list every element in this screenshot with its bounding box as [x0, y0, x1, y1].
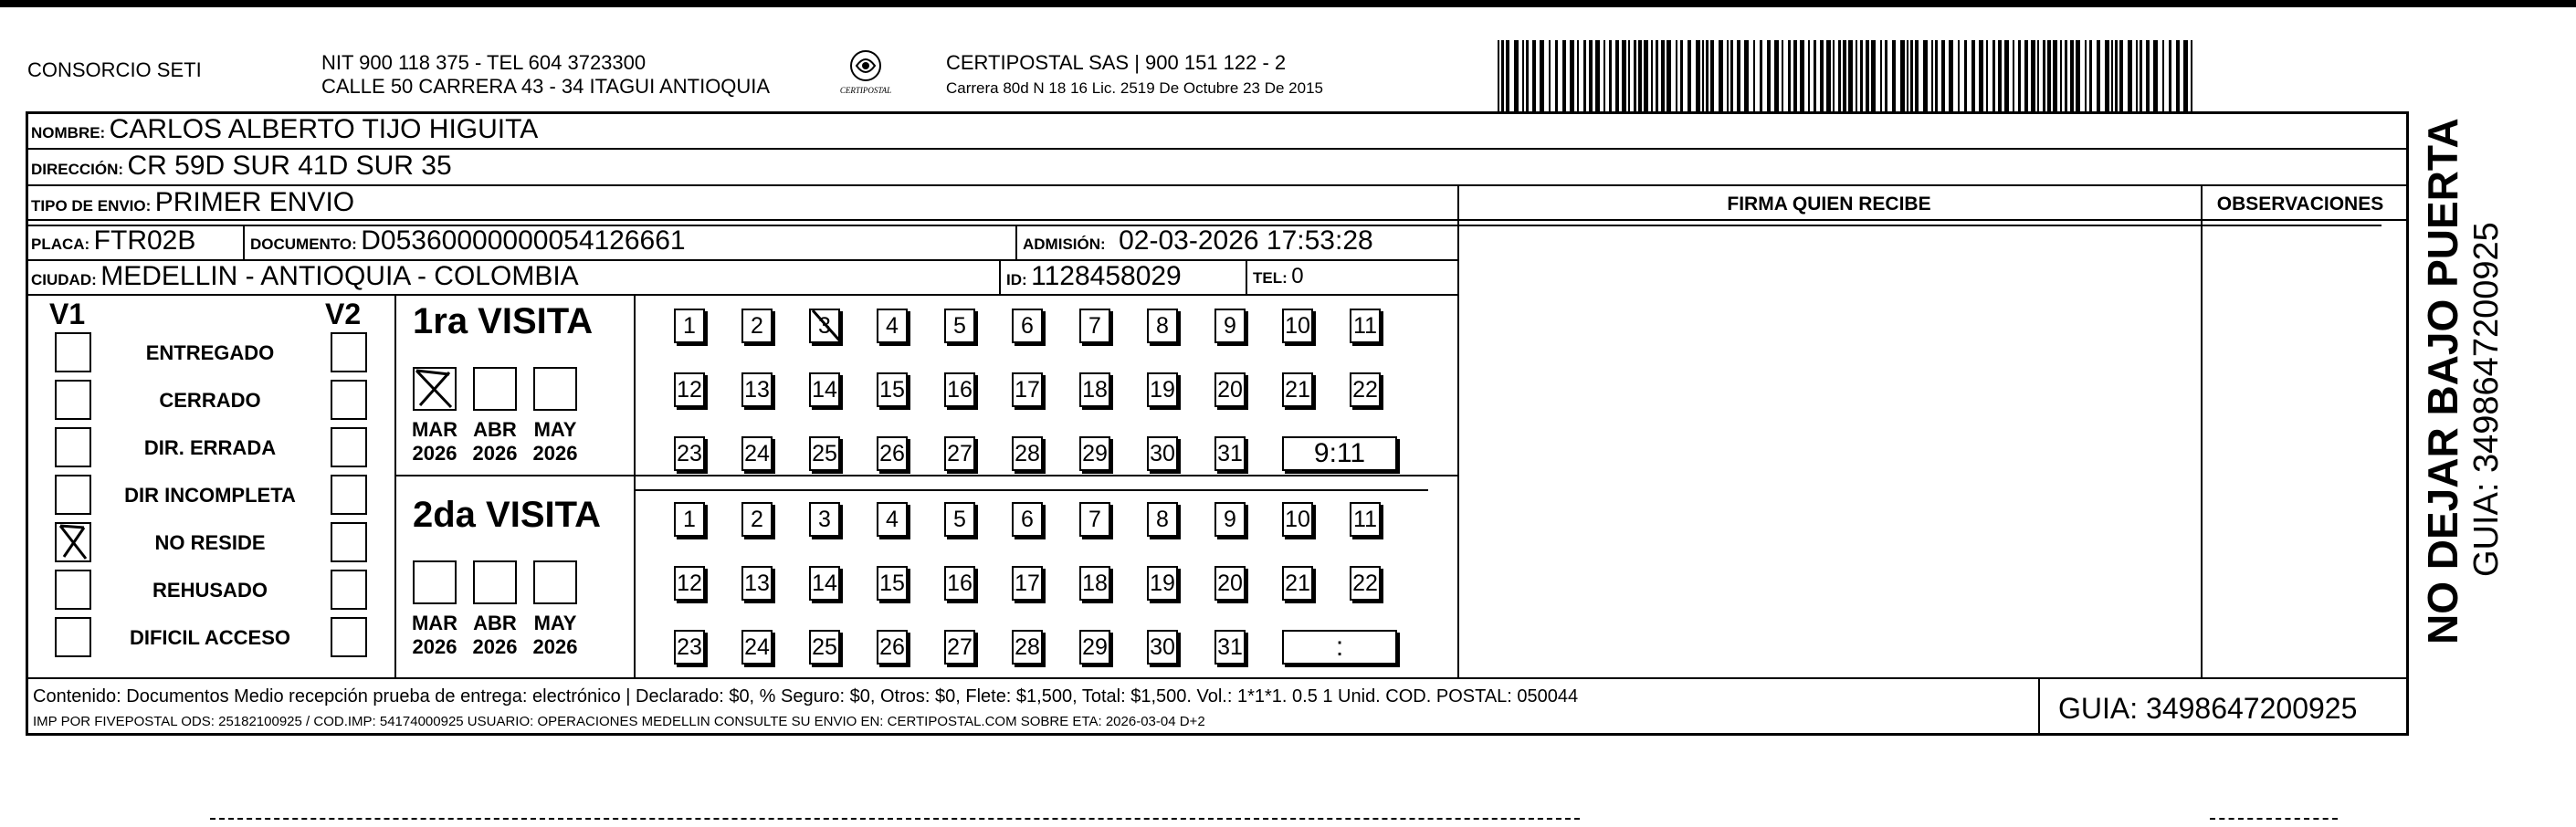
documento-value: D05360000000054126661 — [361, 225, 686, 256]
day-box[interactable]: 4 — [877, 309, 908, 343]
v2-checkbox[interactable] — [331, 522, 367, 562]
status-option-label: REHUSADO — [152, 579, 268, 602]
day-box[interactable]: 28 — [1012, 436, 1043, 471]
day-box[interactable]: 1 — [674, 309, 705, 343]
day-box[interactable]: 26 — [877, 436, 908, 471]
day-box[interactable]: 17 — [1012, 372, 1043, 407]
day-box[interactable]: 27 — [944, 630, 975, 665]
firma-header: FIRMA QUIEN RECIBE — [1727, 194, 1931, 215]
day-box[interactable]: 22 — [1350, 372, 1381, 407]
license-line: Carrera 80d N 18 16 Lic. 2519 De Octubre 23 De 2015 — [946, 79, 1323, 97]
address-line: CALLE 50 CARRERA 43 - 34 ITAGUI ANTIOQUIA — [321, 75, 771, 98]
documento-cell — [250, 226, 686, 260]
day-box[interactable]: 24 — [741, 436, 773, 471]
day-box[interactable]: 27 — [944, 436, 975, 471]
certipostal-line: CERTIPOSTAL SAS | 900 151 122 - 2 — [946, 51, 1287, 74]
day-box[interactable]: 3 — [809, 309, 840, 343]
tel-cell — [1253, 262, 1304, 294]
v2-checkbox[interactable] — [331, 475, 367, 515]
day-box[interactable]: 16 — [944, 566, 975, 601]
month-checkbox[interactable] — [473, 367, 517, 411]
day-box[interactable]: 2 — [741, 309, 773, 343]
top-border — [0, 0, 2576, 7]
bottom-cut-line-right — [2210, 818, 2338, 823]
day-box[interactable]: 22 — [1350, 566, 1381, 601]
day-box[interactable]: 18 — [1079, 372, 1110, 407]
placa-value: FTR02B — [93, 225, 196, 256]
tel-value: 0 — [1291, 264, 1304, 288]
v1-checkbox[interactable] — [55, 427, 91, 467]
no-dejar-warning: NO DEJAR BAJO PUERTA — [2419, 118, 2466, 644]
placa-cell — [31, 226, 195, 260]
day-box[interactable]: 7 — [1079, 502, 1110, 537]
day-box[interactable]: 10 — [1282, 309, 1313, 343]
footer-guia: GUIA: 3498647200925 — [2058, 692, 2358, 725]
ciudad-cell — [31, 262, 579, 296]
admision-value: 02-03-2026 17:53:28 — [1119, 225, 1373, 256]
day-box[interactable]: 19 — [1147, 372, 1178, 407]
visit-time-box[interactable]: 9:11 — [1282, 436, 1397, 471]
status-option-label: NO RESIDE — [154, 531, 266, 554]
day-box[interactable]: 31 — [1214, 436, 1246, 471]
status-option-label: CERRADO — [159, 389, 261, 412]
documento-label: DOCUMENTO: — [250, 236, 357, 253]
month-label: MAY 2026 — [532, 612, 578, 658]
day-box[interactable]: 30 — [1147, 630, 1178, 665]
day-box[interactable]: 12 — [674, 372, 705, 407]
nombre-row — [31, 115, 538, 149]
v1-label: V1 — [49, 298, 86, 330]
nombre-value: CARLOS ALBERTO TIJO HIGUITA — [109, 114, 539, 144]
v1-checkbox[interactable] — [55, 617, 91, 657]
certipostal-logo — [833, 47, 899, 102]
nit-line: NIT 900 118 375 - TEL 604 3723300 — [321, 51, 647, 74]
day-box[interactable]: 11 — [1350, 309, 1381, 343]
day-box[interactable]: 20 — [1214, 372, 1246, 407]
v2-checkbox[interactable] — [331, 332, 367, 372]
svg-text:CERTIPOSTAL: CERTIPOSTAL — [839, 86, 892, 95]
day-box[interactable]: 14 — [809, 566, 840, 601]
day-box[interactable]: 6 — [1012, 502, 1043, 537]
v2-checkbox[interactable] — [331, 570, 367, 610]
id-label: ID: — [1006, 271, 1027, 288]
id-value: 1128458029 — [1031, 261, 1182, 291]
tipo-value: PRIMER ENVIO — [154, 187, 355, 217]
day-box[interactable]: 29 — [1079, 436, 1110, 471]
side-guia: GUIA: 3498647200925 — [2467, 222, 2506, 577]
direccion-label: DIRECCIÓN: — [31, 161, 124, 178]
imp-line: IMP POR FIVEPOSTAL ODS: 25182100925 / COD.IMP: 54174000925 USUARIO: OPERACIONES MEDELLIN CONSULTE SU ENVIO EN: CERTIPOSTAL.COM SOBRE ETA: 2026-03-04 D+2 — [33, 714, 1205, 729]
status-option-label: DIFICIL ACCESO — [129, 626, 290, 649]
nombre-label: NOMBRE: — [31, 124, 106, 141]
v1-checkbox[interactable] — [55, 522, 91, 562]
day-box[interactable]: 15 — [877, 372, 908, 407]
day-box[interactable]: 29 — [1079, 630, 1110, 665]
id-cell — [1006, 262, 1182, 296]
day-box[interactable]: 13 — [741, 372, 773, 407]
month-checkbox[interactable] — [533, 560, 577, 604]
day-box[interactable]: 17 — [1012, 566, 1043, 601]
month-checkbox[interactable] — [533, 367, 577, 411]
day-box[interactable]: 19 — [1147, 566, 1178, 601]
visit-time-box[interactable]: : — [1282, 630, 1397, 665]
day-box[interactable]: 21 — [1282, 566, 1313, 601]
day-box[interactable]: 30 — [1147, 436, 1178, 471]
day-box[interactable]: 3 — [809, 502, 840, 537]
ciudad-label: CIUDAD: — [31, 271, 97, 288]
day-box[interactable]: 23 — [674, 630, 705, 665]
day-box[interactable]: 31 — [1214, 630, 1246, 665]
v2-checkbox[interactable] — [331, 380, 367, 420]
day-box[interactable]: 1 — [674, 502, 705, 537]
company-name: CONSORCIO SETI — [27, 58, 202, 81]
day-box[interactable]: 12 — [674, 566, 705, 601]
v1-checkbox[interactable] — [55, 332, 91, 372]
day-box[interactable]: 7 — [1079, 309, 1110, 343]
day-box[interactable]: 4 — [877, 502, 908, 537]
day-box[interactable]: 15 — [877, 566, 908, 601]
day-box[interactable]: 11 — [1350, 502, 1381, 537]
day-box[interactable]: 5 — [944, 502, 975, 537]
day-box[interactable]: 28 — [1012, 630, 1043, 665]
v1-checkbox[interactable] — [55, 380, 91, 420]
status-option-label: DIR INCOMPLETA — [124, 484, 296, 507]
visit1-title: 1ra VISITA — [413, 301, 594, 341]
ciudad-value: MEDELLIN - ANTIOQUIA - COLOMBIA — [100, 261, 579, 291]
month-label: ABR 2026 — [472, 418, 518, 465]
day-box[interactable]: 5 — [944, 309, 975, 343]
status-option-label: ENTREGADO — [145, 341, 275, 364]
day-box[interactable]: 6 — [1012, 309, 1043, 343]
tipo-label: TIPO DE ENVIO: — [31, 197, 152, 215]
day-box[interactable]: 25 — [809, 630, 840, 665]
visit2-title: 2da VISITA — [413, 495, 601, 535]
day-box[interactable]: 16 — [944, 372, 975, 407]
day-box[interactable]: 10 — [1282, 502, 1313, 537]
day-box[interactable]: 21 — [1282, 372, 1313, 407]
v2-label: V2 — [325, 298, 362, 330]
day-box[interactable]: 20 — [1214, 566, 1246, 601]
direccion-value: CR 59D SUR 41D SUR 35 — [127, 151, 452, 181]
contenido-line: Contenido: Documentos Medio recepción prueba de entrega: electrónico | Declarado: $0, % Seguro: $0, Otros: $0, Flete: $1,500, Total: $1,500. Vol.: 1*1*1. 0.5 1 Unid. COD. POSTAL: 050044 — [33, 686, 1579, 707]
day-box[interactable]: 18 — [1079, 566, 1110, 601]
month-label: MAY 2026 — [532, 418, 578, 465]
tipo-row — [31, 188, 354, 222]
observaciones-header: OBSERVACIONES — [2216, 194, 2384, 215]
day-box[interactable]: 25 — [809, 436, 840, 471]
day-box[interactable]: 2 — [741, 502, 773, 537]
day-box[interactable]: 9 — [1214, 309, 1246, 343]
v1-checkbox[interactable] — [55, 475, 91, 515]
day-box[interactable]: 8 — [1147, 502, 1178, 537]
month-checkbox[interactable] — [413, 367, 457, 411]
day-box[interactable]: 14 — [809, 372, 840, 407]
barcode — [1498, 40, 2201, 113]
month-checkbox[interactable] — [473, 560, 517, 604]
tel-label: TEL: — [1253, 269, 1288, 287]
status-option-label: DIR. ERRADA — [143, 436, 277, 459]
day-box[interactable]: 23 — [674, 436, 705, 471]
v2-checkbox[interactable] — [331, 617, 367, 657]
day-box[interactable]: 13 — [741, 566, 773, 601]
v1-checkbox[interactable] — [55, 570, 91, 610]
day-box[interactable]: 8 — [1147, 309, 1178, 343]
admision-cell — [1023, 226, 1373, 260]
month-label: ABR 2026 — [472, 612, 518, 658]
month-checkbox[interactable] — [413, 560, 457, 604]
month-label: MAR 2026 — [411, 418, 458, 465]
placa-label: PLACA: — [31, 236, 90, 253]
month-label: MAR 2026 — [411, 612, 458, 658]
day-box[interactable]: 26 — [877, 630, 908, 665]
day-box[interactable]: 9 — [1214, 502, 1246, 537]
admision-label: ADMISIÓN: — [1023, 236, 1106, 253]
direccion-row — [31, 152, 452, 185]
bottom-cut-line — [210, 818, 1580, 823]
day-box[interactable]: 24 — [741, 630, 773, 665]
v2-checkbox[interactable] — [331, 427, 367, 467]
